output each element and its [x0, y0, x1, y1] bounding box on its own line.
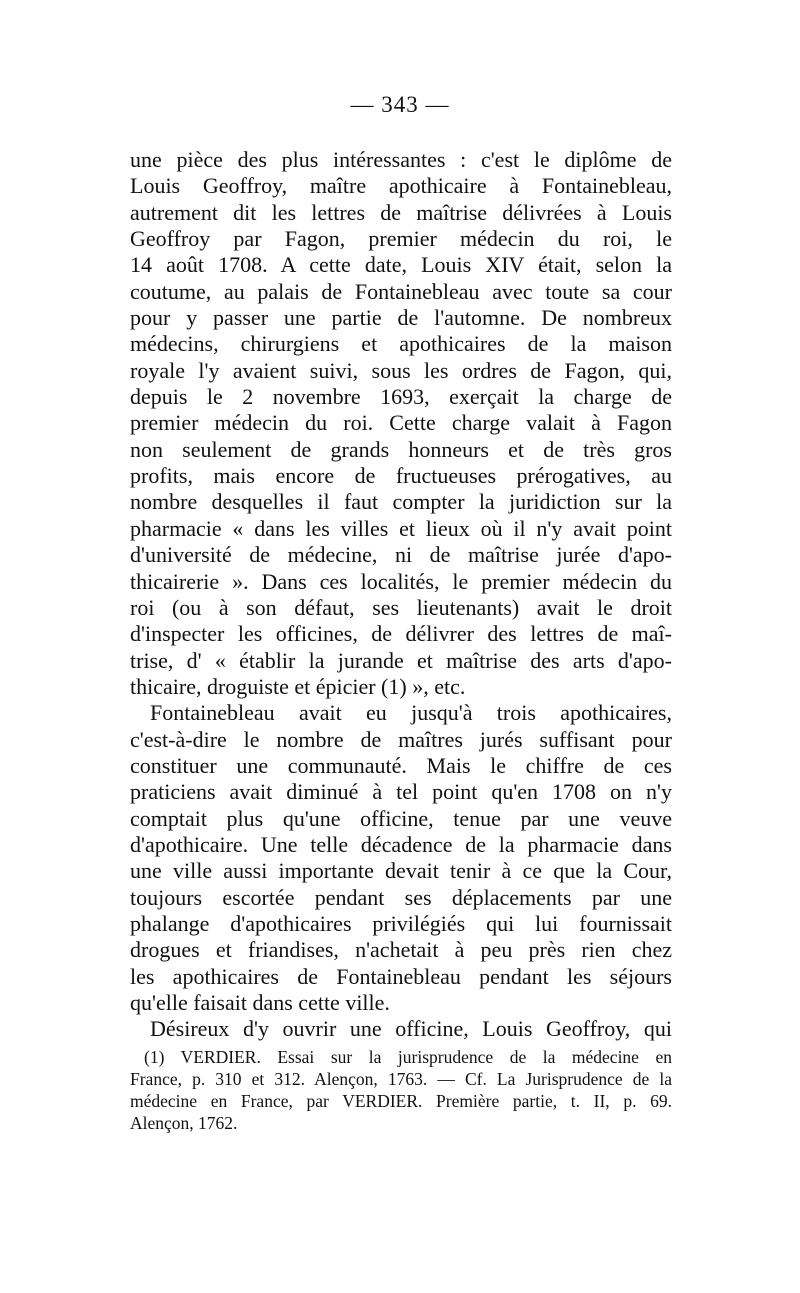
text-line: drogues et friandises, n'achetait à peu près rien chez [130, 937, 672, 963]
text-line: autrement dit les lettres de maîtrise délivrées à Louis [130, 199, 672, 225]
text-line: thicaire, droguiste et épicier (1) », etc. [130, 673, 466, 699]
text-line: 14 août 1708. A cette date, Louis XIV était, selon la [130, 252, 672, 278]
footnote-line: médecine en France, par VERDIER. Première partie, t. II, p. 69. [130, 1091, 672, 1111]
text-line: médecins, chirurgiens et apothicaires de la maison [130, 331, 672, 357]
text-line: constituer une communauté. Mais le chiffre de ces [130, 752, 672, 778]
page-number: — 343 — [350, 92, 450, 117]
footnotes [130, 1046, 672, 1134]
text-line: royale l'y avaient suivi, sous les ordres de Fagon, qui, [130, 357, 672, 383]
text-line: comptait plus qu'une officine, tenue par une veuve [130, 805, 672, 831]
text-line: toujours escortée pendant ses déplacements par une [130, 884, 672, 910]
text-line: Louis Geoffroy, maître apothicaire à Fontainebleau, [130, 173, 672, 199]
text-line: trise, d' « établir la jurande et maîtrise des arts d'apo- [130, 647, 672, 673]
text-line: profits, mais encore de fructueuses prérogatives, au [130, 463, 672, 489]
text-line: une ville aussi importante devait tenir à ce que la Cour, [130, 858, 672, 884]
footnote-line: (1) VERDIER. Essai sur la jurisprudence de la médecine en [144, 1047, 672, 1067]
text-line: d'université de médecine, ni de maîtrise jurée d'apo- [130, 542, 672, 568]
text-line: roi (ou à son défaut, ses lieutenants) avait le droit [130, 594, 672, 620]
text-line: premier médecin du roi. Cette charge valait à Fagon [130, 410, 672, 436]
text-line: Désireux d'y ouvrir une officine, Louis Geoffroy, qui [150, 1016, 672, 1042]
text-line: Fontainebleau avait eu jusqu'à trois apothicaires, [150, 700, 672, 726]
text-line: pharmacie « dans les villes et lieux où il n'y avait point [130, 515, 672, 541]
text-line: nombre desquelles il faut compter la juridiction sur la [130, 489, 672, 515]
text-line: d'inspecter les officines, de délivrer des lettres de maî- [130, 621, 672, 647]
text-line: une pièce des plus intéressantes : c'est le diplôme de [130, 147, 672, 172]
text-line: d'apothicaire. Une telle décadence de la pharmacie dans [130, 831, 672, 857]
text-line: qu'elle faisait dans cette ville. [130, 990, 390, 1015]
text-line: pour y passer une partie de l'automne. De nombreux [130, 305, 672, 331]
footnote-line: Alençon, 1762. [130, 1113, 238, 1133]
text-line: coutume, au palais de Fontainebleau avec toute sa cour [130, 278, 672, 304]
text-line: Geoffroy par Fagon, premier médecin du roi, le [130, 226, 672, 252]
text-line: thicairerie ». Dans ces localités, le premier médecin du [130, 568, 672, 594]
body-text [130, 147, 672, 1043]
footnote-line: France, p. 310 et 312. Alençon, 1763. — Cf. La Jurisprudence de la [130, 1069, 672, 1089]
text-line: c'est-à-dire le nombre de maîtres jurés suffisant pour [130, 726, 672, 752]
text-line: depuis le 2 novembre 1693, exerçait la charge de [130, 384, 672, 410]
text-line: non seulement de grands honneurs et de très gros [130, 436, 672, 462]
text-line: phalange d'apothicaires privilégiés qui lui fournissait [130, 910, 672, 936]
text-line: praticiens avait diminué à tel point qu'en 1708 on n'y [130, 779, 672, 805]
text-line: les apothicaires de Fontainebleau pendant les séjours [130, 963, 672, 989]
